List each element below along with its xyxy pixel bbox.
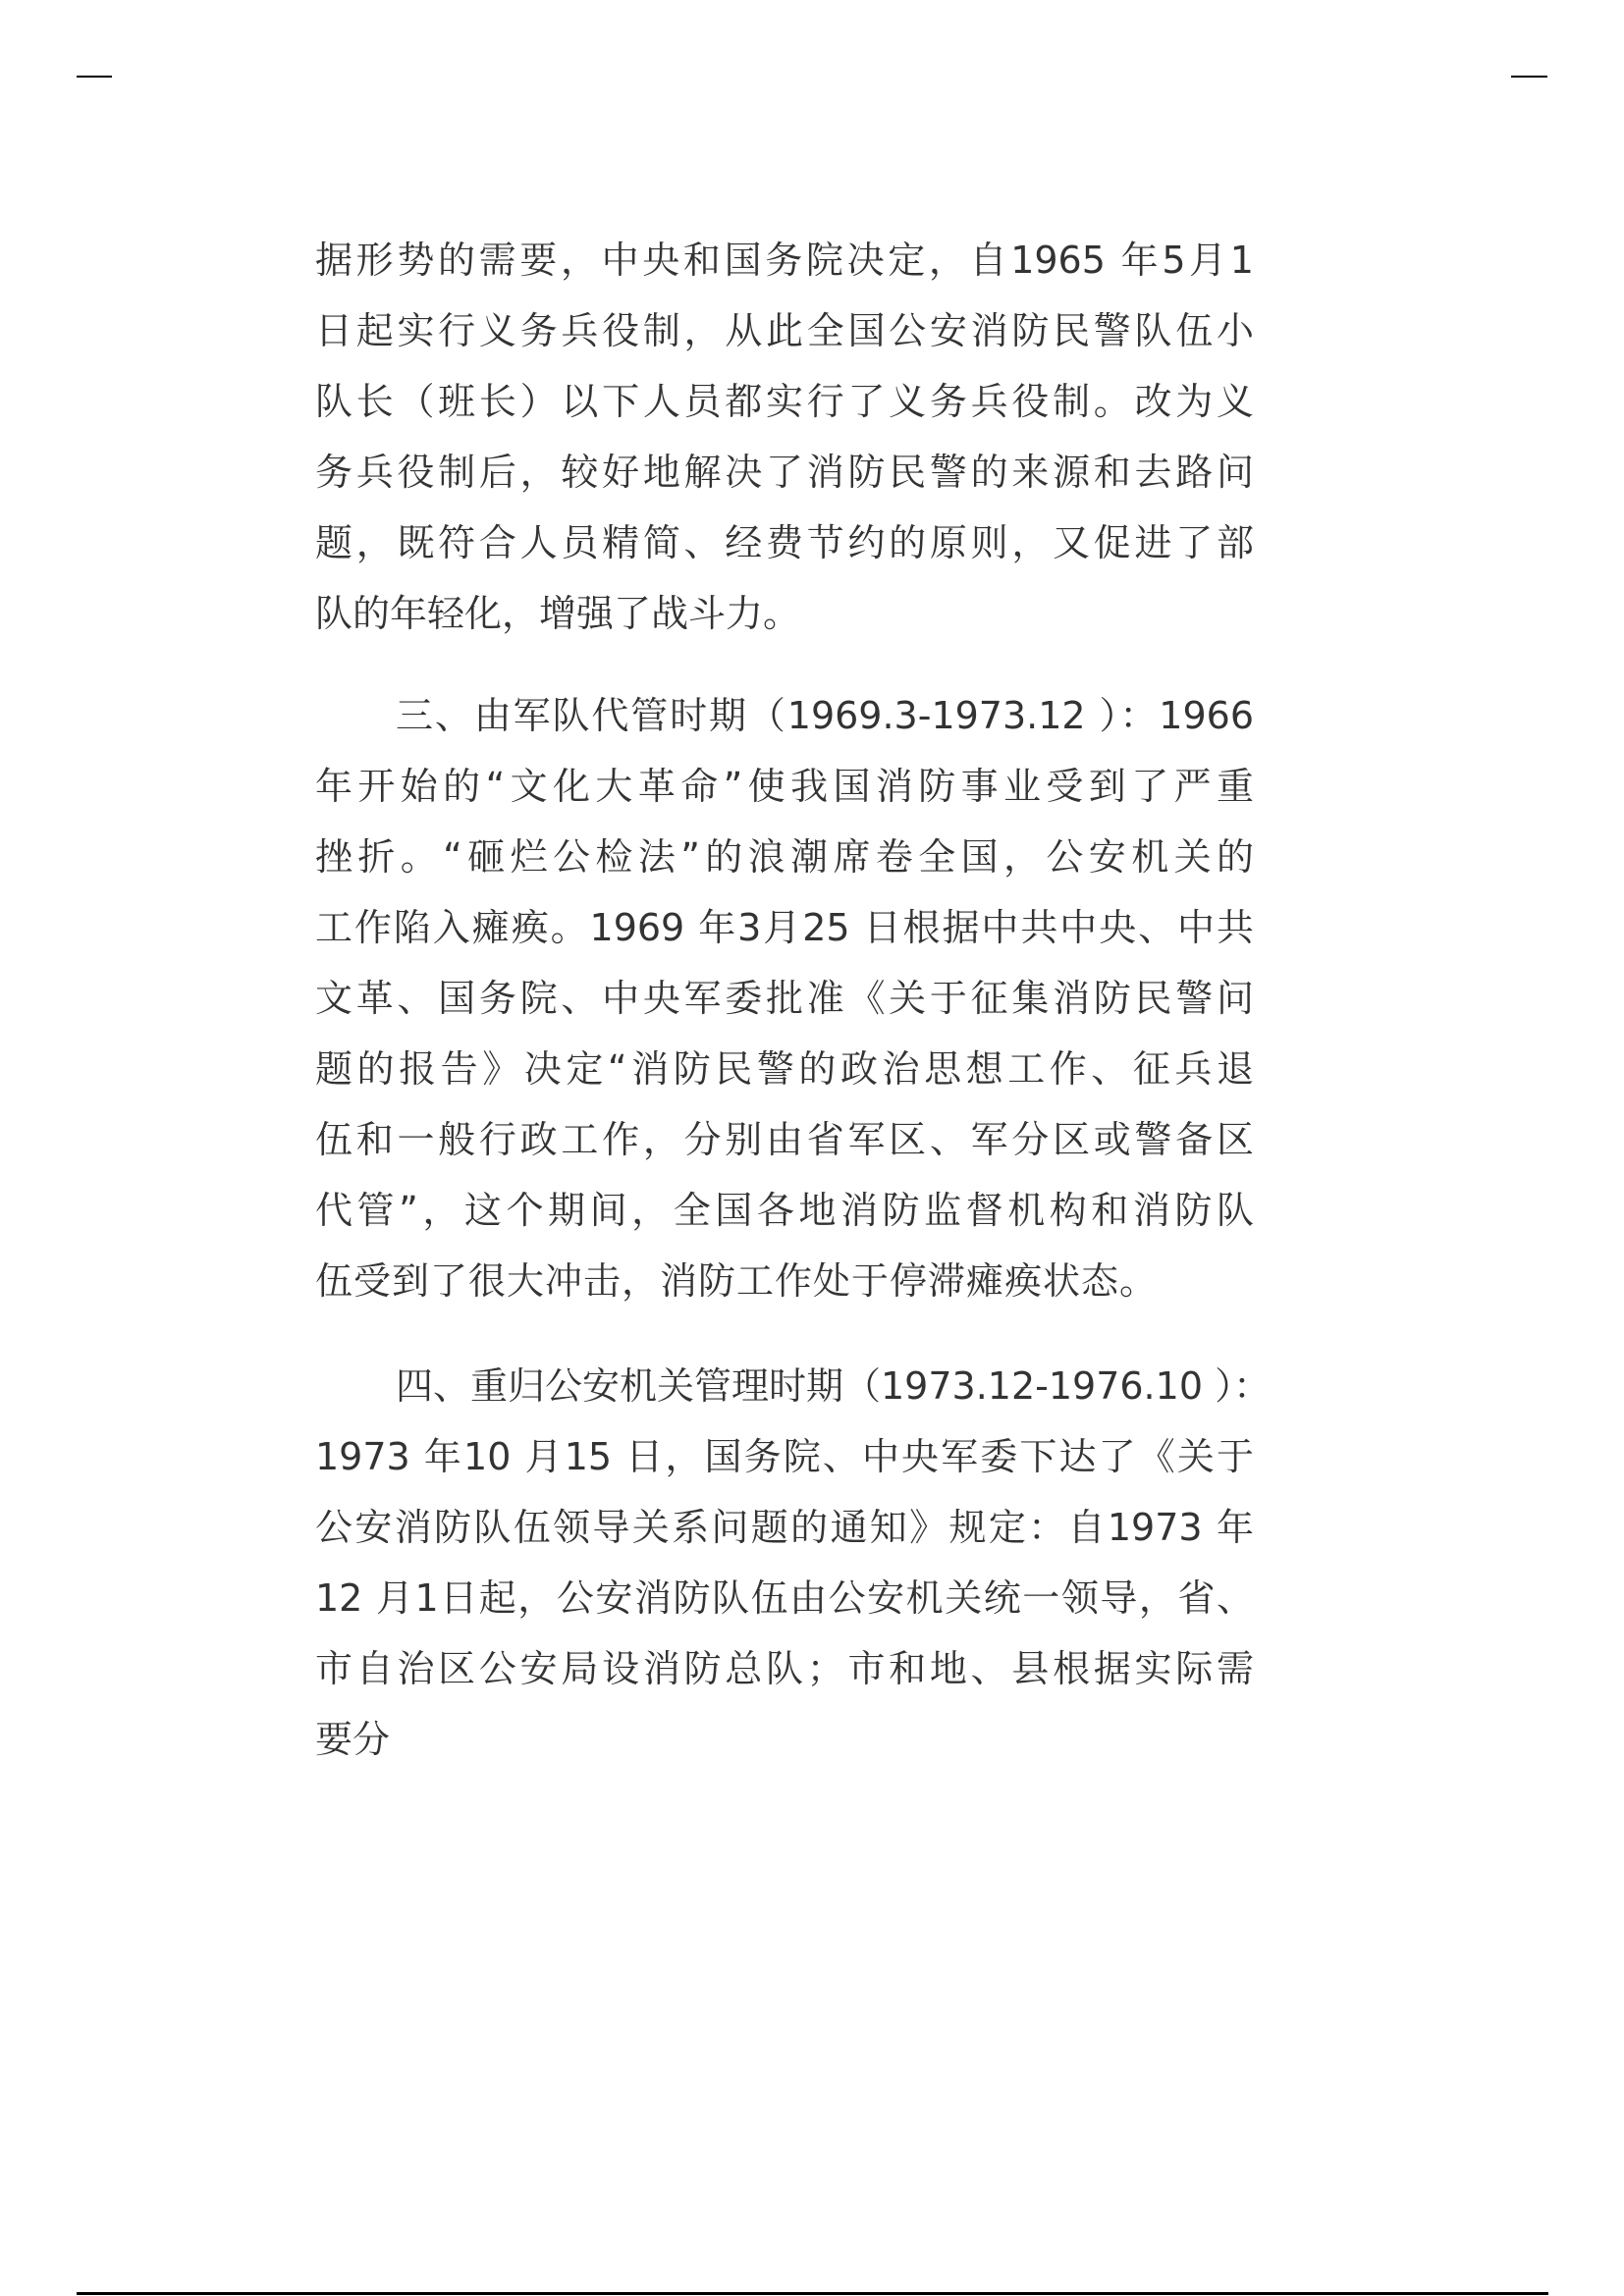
text-line: 日起实行义务兵役制，从此全国公安消防民警队伍小 xyxy=(315,309,1254,352)
header-corner-mark-right xyxy=(1511,76,1547,78)
text-line: 12 月1日起，公安消防队伍由公安机关统一领导，省、 xyxy=(315,1576,1254,1620)
text-line: 伍受到了很大冲击，消防工作处于停滞瘫痪状态。 xyxy=(315,1259,1159,1303)
text-line: 题的报告》决定“消防民警的政治思想工作、征兵退 xyxy=(315,1047,1254,1091)
text-line: 1973 年10 月15 日，国务院、中央军委下达了《关于 xyxy=(315,1435,1254,1478)
text-line: 据形势的需要，中央和国务院决定，自1965 年5月1 xyxy=(315,239,1254,282)
footer-rule xyxy=(77,2292,1548,2295)
section-heading-line: 三、由军队代管时期（1969.3-1973.12 ）：1966 xyxy=(396,694,1254,737)
text-line: 题，既符合人员精简、经费节约的原则，又促进了部 xyxy=(315,521,1254,564)
text-line: 年开始的“文化大革命”使我国消防事业受到了严重 xyxy=(315,765,1254,808)
text-line: 挫折。“砸烂公检法”的浪潮席卷全国，公安机关的 xyxy=(315,835,1254,879)
text-line: 市自治区公安局设消防总队；市和地、县根据实际需 xyxy=(315,1647,1254,1690)
text-line: 务兵役制后，较好地解决了消防民警的来源和去路问 xyxy=(315,451,1254,494)
text-line: 队的年轻化，增强了战斗力。 xyxy=(315,592,801,635)
text-line: 文革、国务院、中央军委批准《关于征集消防民警问 xyxy=(315,977,1254,1020)
text-line: 队长（班长）以下人员都实行了义务兵役制。改为义 xyxy=(315,380,1254,423)
text-line: 工作陷入瘫痪。1969 年3月25 日根据中共中央、中共 xyxy=(315,906,1254,949)
header-corner-mark-left xyxy=(77,76,112,78)
text-line: 伍和一般行政工作，分别由省军区、军分区或警备区 xyxy=(315,1118,1254,1161)
text-line: 代管”，这个期间，全国各地消防监督机构和消防队 xyxy=(315,1189,1254,1232)
section-heading-line: 四、重归公安机关管理时期（1973.12-1976.10 ）： xyxy=(396,1364,1272,1408)
text-line: 公安消防队伍领导关系问题的通知》规定：自1973 年 xyxy=(315,1506,1254,1549)
text-line: 要分 xyxy=(315,1718,391,1761)
